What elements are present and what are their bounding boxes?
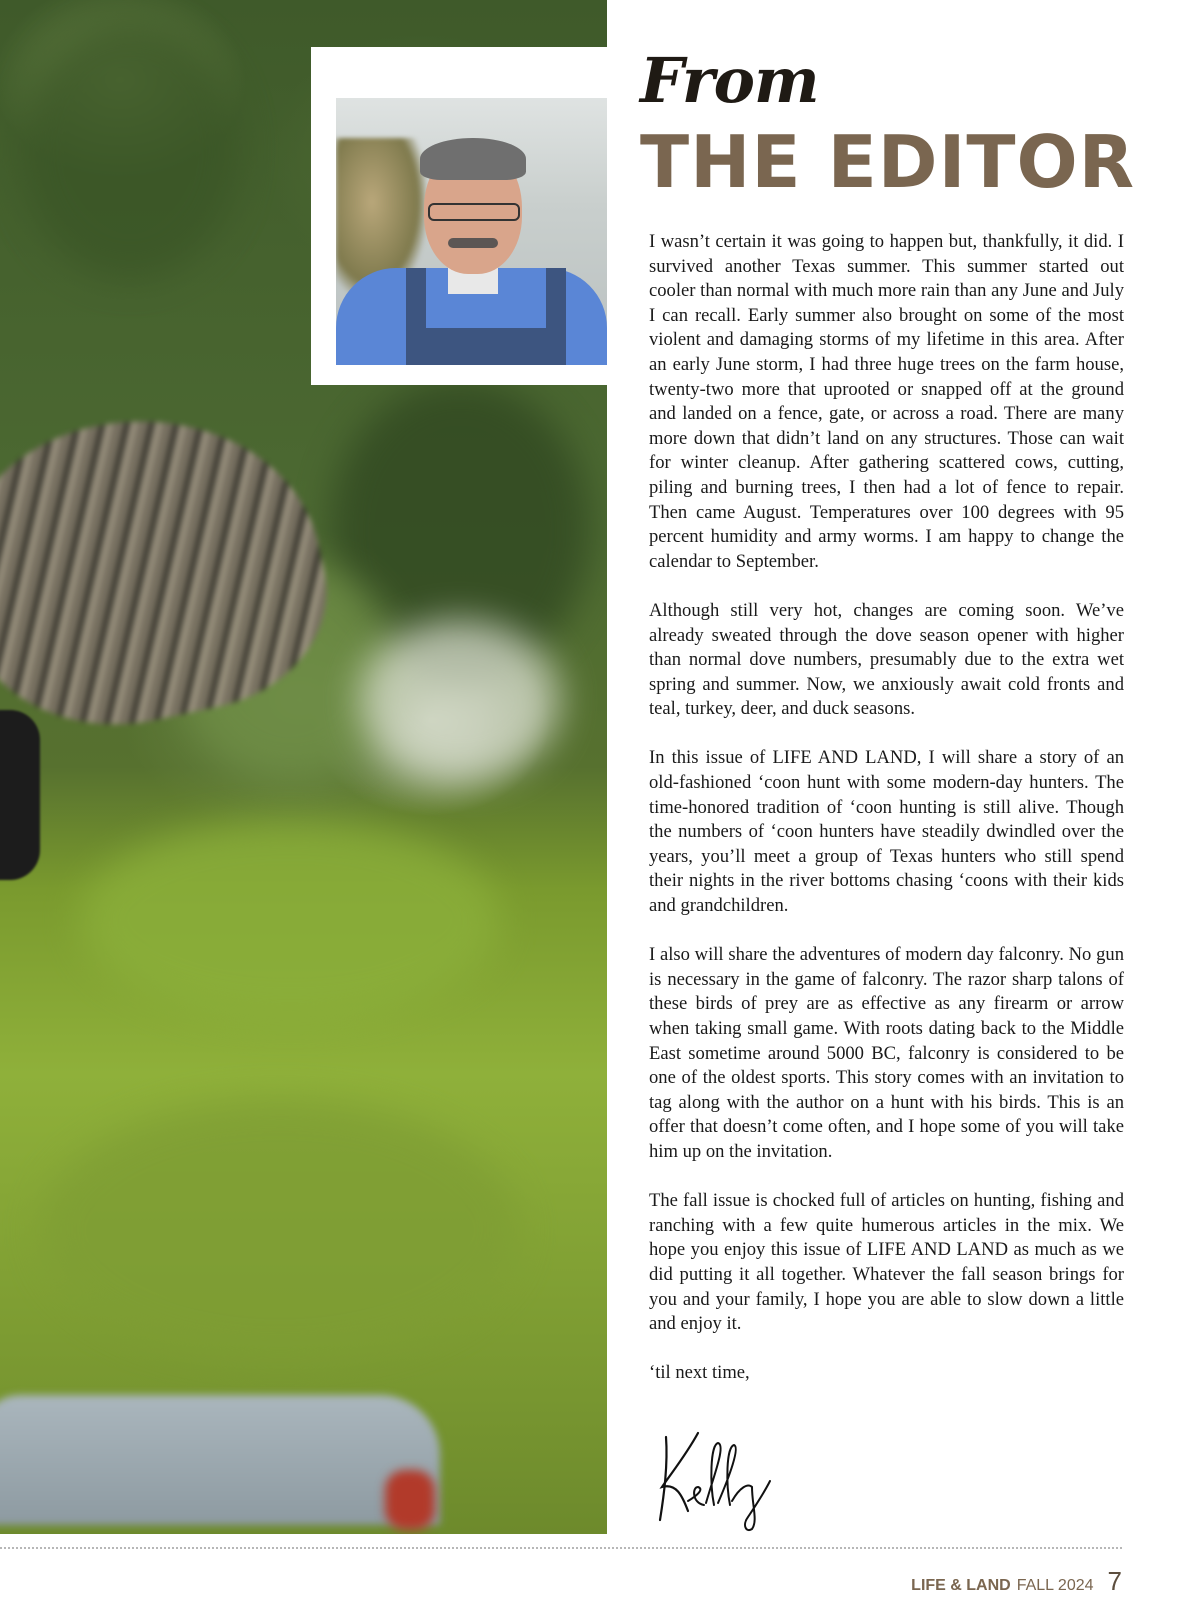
paragraph: I also will share the adventures of modern day falconry. No gun is necessary in the game of falconry. The razor sharp talons of these birds of prey are as effective as any firearm or arrow when taking small game. With roots dating back to the Middle East sometime around 5000 BC, falconry is considered to be one of the oldest sports. This story comes with an invitation to tag along with the author on a hunt with his birds. This is an offer that doesn’t come often, and I hope some of you will take him up on the invitation. (649, 944, 1124, 1162)
page-number: 7 (1107, 1566, 1122, 1596)
editor-letter (649, 230, 1124, 1411)
paragraph: In this issue of LIFE AND LAND, I will share a story of an old-fashioned ‘coon hunt with some modern-day hunters. The time-honored tradition of ‘coon hunting is still alive. Though the numbers of ‘coon hunters have steadily dwindled over the years, you’ll meet a group of Texas hunters who still spend their nights in the river bottoms chasing ‘coons with their kids and grandchildren. (649, 747, 1124, 917)
editor-portrait (336, 98, 607, 365)
footer-brand: LIFE & LAND (911, 1577, 1011, 1594)
page-title: THE EDITOR (640, 120, 1136, 204)
footer-issue: FALL 2024 (1016, 1577, 1094, 1594)
paragraph: Although still very hot, changes are coming soon. We’ve already sweated through the dove season opener with higher than normal dove numbers, presumably due to the extra wet spring and summer. Now, we anxiously await cold fronts and teal, turkey, deer, and duck seasons. (649, 599, 1124, 720)
sleeve (0, 1395, 440, 1525)
paragraph: I wasn’t certain it was going to happen but, thankfully, it did. I survived another Texas summer. This summer started out cooler than normal with much more rain than any June and July I can recall. Early summer also brought on some of the most violent and damaging storms of my lifetime in this area. After an early June storm, I had three huge trees on the farm house, twenty-two more that uprooted or snapped off at the ground and landed on a fence, gate, or across a road. There are many more down that didn’t land on any structures. Those can wait for winter cleanup. After gathering scattered cows, cutting, piling and burning trees, I then had a lot of fence to repair. Then came August. Temperatures over 100 degrees with 95 percent humidity and army worms. I am happy to change the calendar to September. (649, 231, 1124, 572)
editor-portrait-frame (311, 47, 607, 385)
falconry-glove (0, 710, 40, 880)
signature-kelly (648, 1425, 788, 1535)
page-footer (911, 1566, 1122, 1597)
paragraph: The fall issue is chocked full of articles on hunting, fishing and ranching with a few quite humerous articles in the mix. We hope you enjoy this issue of LIFE AND LAND as much as we did putting it all together. Whatever the fall season brings for you and your family, I hope you are able to slow down a little and enjoy it. (649, 1190, 1124, 1335)
heading-from: From (640, 44, 819, 117)
signoff: ‘til next time, (649, 1362, 750, 1384)
footer-divider (0, 1547, 1122, 1549)
